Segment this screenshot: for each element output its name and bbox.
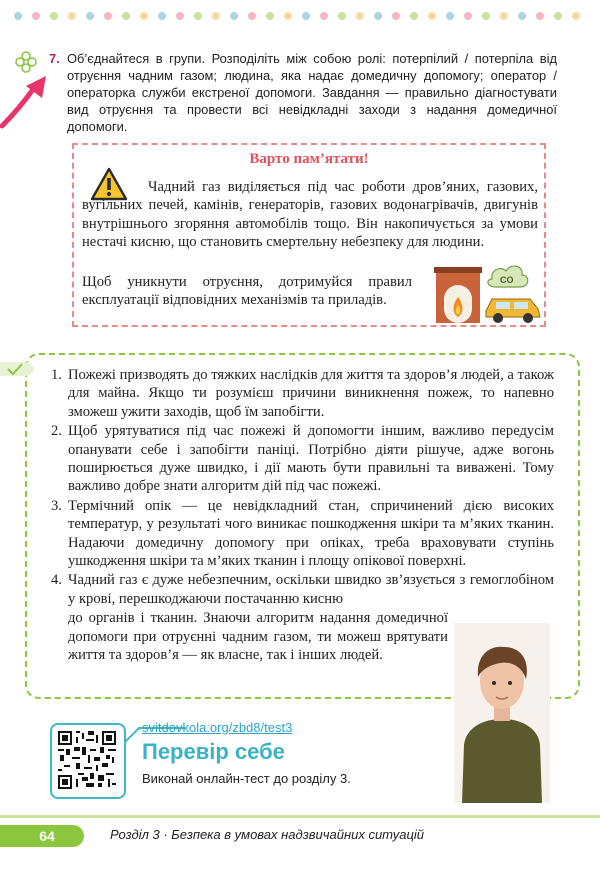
list-item-number: 4. <box>51 572 62 589</box>
task-text: Об’єднайтеся в групи. Розподіліть між собою ролі: потерпілий / потерпіла від отруєння чадним газом; людина, яка надає домедичну допомогу; оператор / операторка служби екстреної допомоги. Завдання — правильно діагностувати вид отруєння та провести всі невідкладні заходи з надання домедичної допомоги. <box>67 51 557 134</box>
list-item-continuation <box>51 609 448 664</box>
qr-code[interactable] <box>58 731 116 789</box>
test-link[interactable]: svitdovkola.org/zbd8/test3 <box>142 720 293 735</box>
list-item <box>51 422 554 496</box>
pink-arrow-icon <box>0 74 52 130</box>
list-item-text: Термічний опік — це невідкладний стан, спричинений дією високих температур, у результаті чого виникає пошкодження шкіри та м’яких тканин. Надаючи домедичну допомогу при опіках, треба враховувати ступінь ушкодження шкіри та м’яких тканин і площу опікової поверхні. <box>68 497 554 570</box>
summary-list <box>51 366 554 666</box>
task-number: 7. <box>49 51 60 66</box>
page-number: 64 <box>0 825 84 847</box>
fireplace-car-co-illustration <box>434 257 542 325</box>
chapter-title: Розділ 3 · Безпека в умовах надзвичайних ситуацій <box>110 827 425 842</box>
list-item <box>51 497 554 571</box>
list-item-text: Щоб урятуватися під час пожежі й допомогти іншим, важливо передусім опанувати себе і запобігти паніці. Потрібно діяти рішуче, адже вогонь поширюється дуже швидко, і дії мають бути правильні та виважені. Тому важливо добре знати алгоритм дій під час пожежі. <box>68 423 554 495</box>
decorative-dot-row <box>14 12 586 22</box>
student-photo <box>454 623 550 803</box>
checkmark-icon <box>0 358 36 380</box>
note-paragraph-2: Щоб уникнути отруєння, дотримуйся правил експлуатації відповідних механізмів та приладів. <box>82 274 412 309</box>
list-item <box>51 571 554 608</box>
list-item-text: Пожежі призводять до тяжких наслідків для життя та здоров’я людей, а також для майна. Якщо ти розумієш причини виникнення пожеж, то напевно зможеш ужити заходів, щоб їм запобігти. <box>68 367 554 420</box>
remember-note <box>72 143 546 327</box>
note-paragraph-1: Чадний газ виділяється під час роботи дров’яних, газових, вугільних печей, камінів, генераторів, газових водонагрівачів, двигунів внутрішнього згоряння автомобілів тощо. Він накопичується за умови нестачі кисню, що становить смертельну небезпеку для людини. <box>82 179 538 251</box>
list-item-text: до органів і тканин. Знаючи алгоритм надання домедичної допомоги при отруєнні чадним газом, ти можеш врятувати життя та здоров’я — як власне, так і інших людей. <box>68 610 448 664</box>
co-label: CO <box>500 275 514 285</box>
list-item-number: 3. <box>51 497 62 514</box>
list-item-number: 2. <box>51 423 62 440</box>
list-item-text: Чадний газ є дуже небезпечним, оскільки швидко зв’язується з гемоглобіном у крові, перешкоджаючи постачанню кисню <box>68 572 554 607</box>
list-item <box>51 366 554 421</box>
note-title: Варто пам’ятати! <box>249 151 369 167</box>
task-7 <box>49 50 557 135</box>
self-check-title: Перевір себе <box>142 739 285 764</box>
footer-rule <box>0 815 600 818</box>
list-item-number: 1. <box>51 367 62 383</box>
self-check-description: Виконай онлайн-тест до розділу 3. <box>142 771 351 786</box>
group-work-icon <box>14 50 38 74</box>
